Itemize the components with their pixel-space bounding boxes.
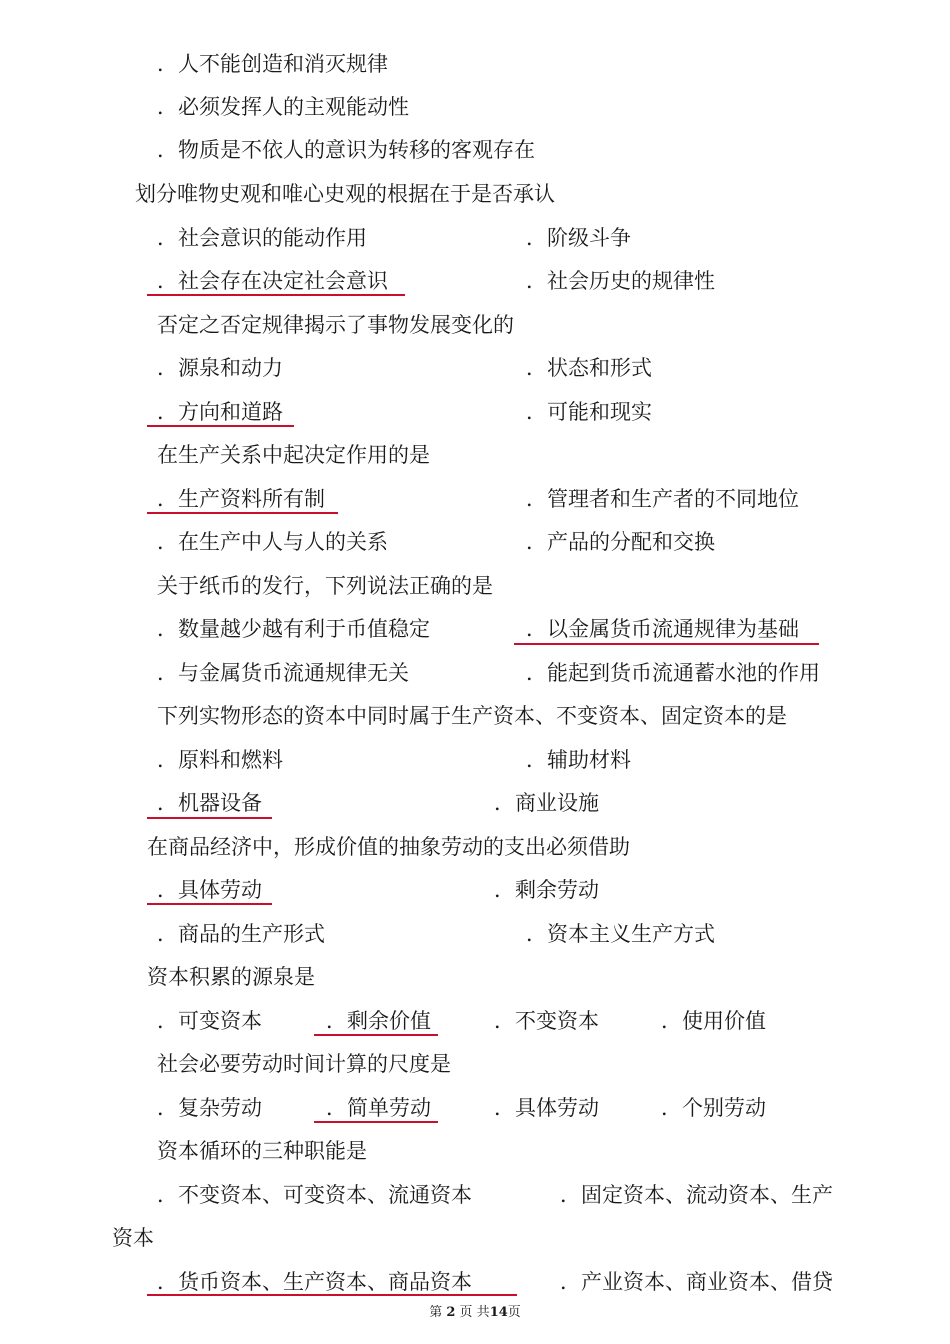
option-c-answer: ．机器设备 [157,791,262,815]
page-number: 2 [446,1305,456,1320]
question-stem: 在生产关系中起决定作用的是 [157,443,430,467]
option-a: ．复杂劳动 [157,1096,262,1120]
option-b: ．管理者和生产者的不同地位 [526,487,799,511]
answer-underline [514,643,819,645]
option-d: ．产业资本、商业资本、借贷 [560,1270,833,1294]
option-a-answer: ．具体劳动 [157,878,262,902]
option-b: ．剩余劳动 [494,878,599,902]
answer-underline [147,294,405,296]
option-line: ．人不能创造和消灭规律 [157,52,388,76]
option-b: ．阶级斗争 [526,226,631,250]
question-stem: 关于纸币的发行，下列说法正确的是 [157,574,493,598]
option-a: ．可变资本 [157,1009,262,1033]
option-c: ．在生产中人与人的关系 [157,530,388,554]
option-d: ．能起到货币流通蓄水池的作用 [526,661,820,685]
option-d: ．商业设施 [494,791,599,815]
option-b-answer: ．以金属货币流通规律为基础 [526,617,799,641]
question-stem: 下列实物形态的资本中同时属于生产资本、不变资本、固定资本的是 [157,704,787,728]
answer-underline [314,1121,438,1123]
option-d: ．可能和现实 [526,400,652,424]
option-c: ．不变资本 [494,1009,599,1033]
option-a: ．数量越少越有利于币值稳定 [157,617,430,641]
option-b-answer: ．剩余价值 [326,1009,431,1033]
option-line: ．必须发挥人的主观能动性 [157,95,409,119]
option-c-answer: ．货币资本、生产资本、商品资本 [157,1270,472,1294]
option-b-answer: ．简单劳动 [326,1096,431,1120]
option-b-continued: 资本 [112,1226,154,1250]
option-d: ．资本主义生产方式 [526,922,715,946]
answer-underline [147,1294,517,1296]
option-line: ．物质是不依人的意识为转移的客观存在 [157,138,535,162]
question-stem: 划分唯物史观和唯心史观的根据在于是否承认 [135,182,555,206]
option-c-answer: ．方向和道路 [157,400,283,424]
answer-underline [147,425,294,427]
question-stem: 资本循环的三种职能是 [157,1139,367,1163]
option-a-answer: ．生产资料所有制 [157,487,325,511]
answer-underline [314,1034,438,1036]
question-stem: 社会必要劳动时间计算的尺度是 [157,1052,451,1076]
option-d: ．产品的分配和交换 [526,530,715,554]
question-stem: 在商品经济中，形成价值的抽象劳动的支出必须借助 [147,835,630,859]
option-b: ．状态和形式 [526,356,652,380]
page-footer [0,1304,950,1322]
footer-suffix: 页 [507,1305,521,1320]
footer-mid: 页 共 [459,1305,490,1320]
total-pages: 14 [489,1305,508,1320]
option-a: ．不变资本、可变资本、流通资本 [157,1183,472,1207]
question-stem: 资本积累的源泉是 [147,965,315,989]
answer-underline [147,512,338,514]
option-d: ．社会历史的规律性 [526,269,715,293]
option-c: ．商品的生产形式 [157,922,325,946]
option-c: ．具体劳动 [494,1096,599,1120]
option-a: ．源泉和动力 [157,356,283,380]
option-d: ．使用价值 [661,1009,766,1033]
option-b: ．辅助材料 [526,748,631,772]
option-b: ．固定资本、流动资本、生产 [560,1183,833,1207]
option-a: ．社会意识的能动作用 [157,226,367,250]
footer-prefix: 第 [429,1305,443,1320]
option-a: ．原料和燃料 [157,748,283,772]
answer-underline [147,817,272,819]
question-stem: 否定之否定规律揭示了事物发展变化的 [157,313,514,337]
option-c: ．与金属货币流通规律无关 [157,661,409,685]
option-c-answer: ．社会存在决定社会意识 [157,269,388,293]
answer-underline [147,903,272,905]
option-d: ．个别劳动 [661,1096,766,1120]
